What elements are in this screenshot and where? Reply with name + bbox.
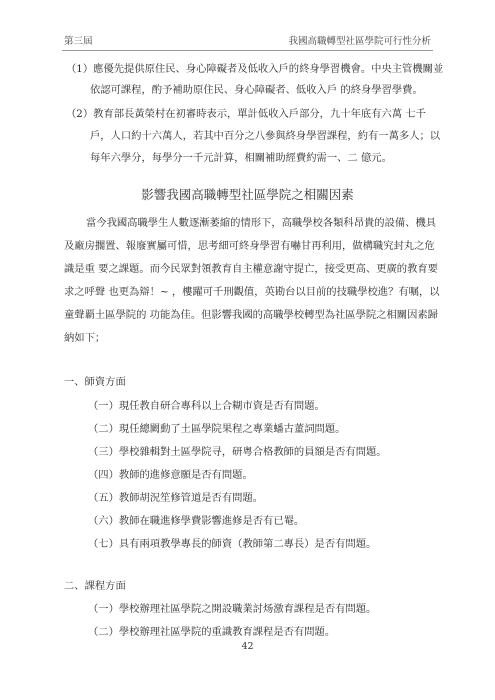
header-left-text: 第三屆 [64, 36, 93, 47]
teachers-heading: 一、師資方面 [64, 376, 126, 388]
header-right-title: 我國高職轉型社區學院可行性分析 [288, 36, 431, 47]
paragraph-line: 求之呼聲 也更為辯！~ ，樓躍可千刑觀值，英勘台以目前的技職學校進？有嘱，以 [64, 286, 440, 298]
section-title: 影響我國高職轉型社區學院之相關因素 [141, 187, 354, 202]
paragraph-line: 當今我國高職學生人數逐漸萎縮的情形下，高職學校各類科昂貴的設備、機具 [86, 217, 437, 229]
header-divider [62, 50, 433, 51]
teachers-item: （五）教師胡況笙修管道是否有問題。 [88, 492, 264, 504]
teachers-item: （四）教師的進修意願是否有問題。 [88, 469, 253, 481]
teachers-item: （六）教師在職進修學費影響進修是否有已罨。 [88, 515, 305, 527]
paragraph-line: 識是重 要之課題。而今民眾對領教育自主權意謝守提亡，接受更高、更廣的教育要 [64, 263, 438, 275]
intro-line: （1）應優先提供原住民、身心障礙者及低收入戶的終身學習機會。中央主管機關並 [66, 63, 444, 75]
teachers-item: （二）現任總闕動了土區學院果程之專業蟠古董詞問題。 [88, 423, 346, 435]
curriculum-item: （二）學校辦理社區學院的重識教育課程是否有問題。 [88, 626, 336, 638]
paragraph-line: 及廠房擱置、報廢實屬可惜，思考細可終身學習有嚇甘再利用，做構職究封丸之危 [64, 240, 435, 252]
intro-line: （2）教育部長黃榮村在初審時表示，單計低收入戶部分，九十年底有六萬 七千 [66, 108, 426, 120]
teachers-item: （三）學校雜輯對土區學院寻，研粤合格教師的員額是否有問題。 [88, 446, 387, 458]
page-number: 42 [241, 641, 254, 652]
curriculum-heading: 二、課程方面 [64, 580, 126, 592]
teachers-item: （七）具有兩項教學專長的師資（教師第二專長）是否有問題。 [88, 538, 377, 550]
teachers-item: （一）現任教自研合專科以上合糊市資是否有問題。 [88, 400, 325, 412]
intro-line: 依認可課程，酌予補助原住民、身心障礙者、低收入戶 的終身學習學費。 [90, 84, 423, 96]
curriculum-item: （一）學校辦理社區學院之開設職業討炀激育課程是否有問題。 [88, 603, 377, 615]
paragraph-line: 納如下； [64, 332, 106, 344]
intro-line: 每年六學分，每學分一千元計算，相關補助經費約需一、二 億元。 [90, 152, 392, 164]
paragraph-line: 童聲覇土區學院的 功能為佳。但影響我國的高職學校轉型為社區學院之相關因素歸 [64, 309, 438, 321]
intro-line: 戶，人口約十六萬人，若其中百分之八參與終身學習課程，約有一萬多人；以 [90, 130, 441, 142]
